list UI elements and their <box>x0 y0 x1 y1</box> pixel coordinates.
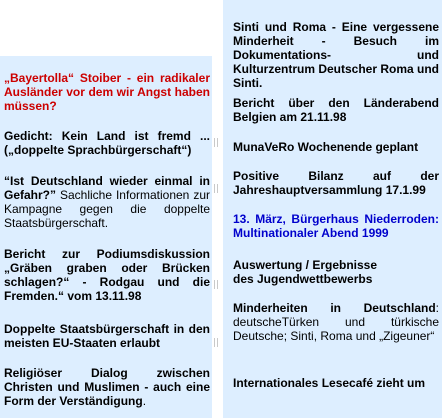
news-link-podiumsdiskussion[interactable]: Bericht zur Podiumsdiskussion „Gräben graben oder Brücken schlagen?“ - Rodgau und die Fremden.“ vom 13.11.98 <box>4 247 210 303</box>
news-item-deutschland-gefahr-text: Sachliche Informationen zur Kampagne gegen die doppelte Staatsbürgerschaft. <box>4 188 210 230</box>
news-link-lesecafe[interactable]: Internationales Lesecafé zieht um <box>233 376 426 390</box>
news-link-munavero-wochenende[interactable]: MunaVeRo Wochenende geplant <box>233 140 419 154</box>
news-item-religioeser-dialog[interactable] <box>4 366 210 408</box>
news-link-sinti-roma[interactable]: Sinti und Roma - Eine vergessene Minderheit - Besuch im Dokumentations- und Kulturzentrum Deutscher Roma und Sinti. <box>233 20 440 90</box>
news-item-minderheiten-text: : deutscheTürken und türkische Deutsche; Sinti, Roma und „Zigeuner“ <box>233 301 439 343</box>
news-link-gedicht[interactable]: Gedicht: Kein Land ist fremd ... („doppelte Sprachbürgerschaft“) <box>4 129 210 157</box>
scroll-marker <box>214 338 218 347</box>
news-item-religioeser-dialog-period: . <box>142 394 147 408</box>
scroll-marker <box>214 280 218 289</box>
news-link-jugendwettbewerb-line2[interactable]: des Jugendwettbewerbs <box>233 272 373 286</box>
scroll-marker <box>214 138 218 147</box>
news-item-deutschland-gefahr-title[interactable]: “Ist Deutschland wieder einmal in Gefahr?” <box>4 174 210 202</box>
news-link-doppelte-staatsbuergerschaft[interactable]: Doppelte Staatsbürgerschaft in den meisten EU-Staaten erlaubt <box>4 322 210 350</box>
news-link-positive-bilanz[interactable]: Positive Bilanz auf der Jahreshauptversammlung 17.1.99 <box>233 169 439 197</box>
left-news-column <box>0 56 212 418</box>
right-news-column <box>223 0 442 418</box>
news-link-laenderabend-belgien[interactable]: Bericht über den Länderabend Belgien am 21.11.98 <box>233 96 439 124</box>
news-item-deutschland-gefahr[interactable] <box>4 174 210 230</box>
news-link-jugendwettbewerb-line1[interactable]: Auswertung / Ergebnisse <box>233 258 378 272</box>
news-item-minderheiten[interactable] <box>233 301 439 343</box>
scroll-marker <box>214 184 218 193</box>
news-link-bayertolla[interactable]: „Bayertolla“ Stoiber - ein radikaler Ausländer vor dem wir Angst haben müssen? <box>4 71 210 113</box>
news-link-multinationaler-abend[interactable]: 13. März, Bürgerhaus Niederroden: Multinationaler Abend 1999 <box>233 212 439 240</box>
news-item-minderheiten-title[interactable]: Minderheiten in Deutschland <box>233 301 436 315</box>
news-link-jugendwettbewerb[interactable] <box>233 258 439 286</box>
news-item-religioeser-dialog-title[interactable]: Religiöser Dialog zwischen Christen und Muslimen - auch eine Form der Verständigung <box>4 366 210 408</box>
